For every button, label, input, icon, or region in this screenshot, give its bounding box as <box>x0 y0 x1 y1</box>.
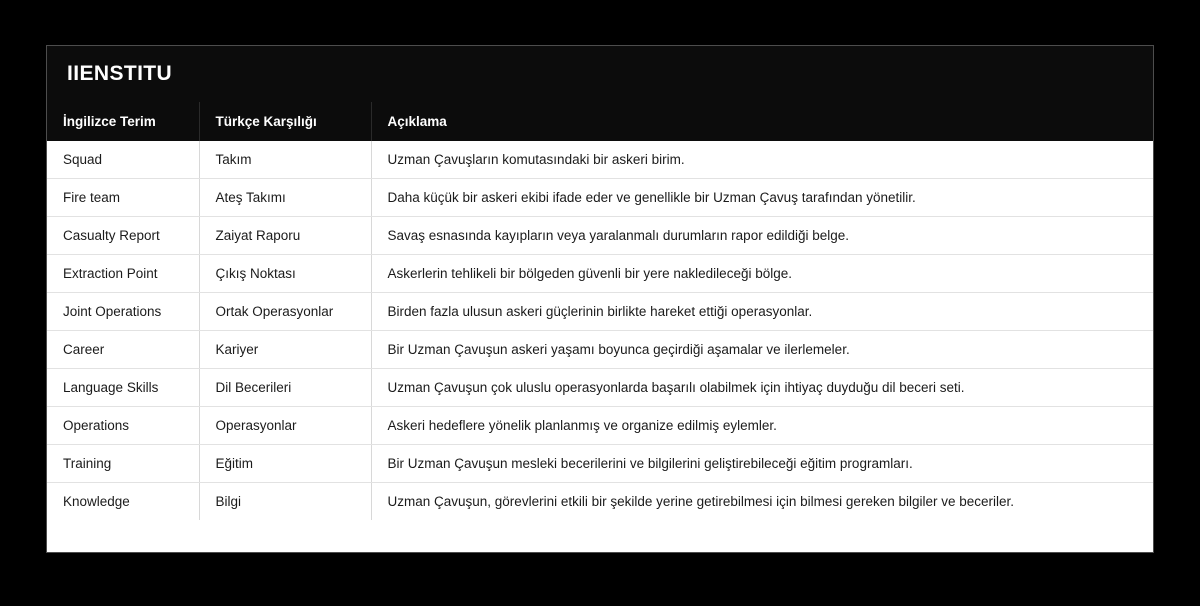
cell-turkish: Çıkış Noktası <box>199 255 371 293</box>
table-body <box>47 141 1153 520</box>
table-row <box>47 217 1153 255</box>
table-row <box>47 445 1153 483</box>
column-header-english: İngilizce Terim <box>47 102 199 141</box>
cell-turkish: Ateş Takımı <box>199 179 371 217</box>
cell-description: Uzman Çavuşun, görevlerini etkili bir şekilde yerine getirebilmesi için bilmesi gereken bilgiler ve beceriler. <box>371 483 1153 521</box>
cell-description: Askeri hedeflere yönelik planlanmış ve organize edilmiş eylemler. <box>371 407 1153 445</box>
table-head <box>47 102 1153 141</box>
cell-english: Casualty Report <box>47 217 199 255</box>
cell-turkish: Zaiyat Raporu <box>199 217 371 255</box>
cell-description: Savaş esnasında kayıpların veya yaralanmalı durumların rapor edildiği belge. <box>371 217 1153 255</box>
cell-english: Language Skills <box>47 369 199 407</box>
cell-english: Operations <box>47 407 199 445</box>
cell-description: Uzman Çavuşun çok uluslu operasyonlarda başarılı olabilmek için ihtiyaç duyduğu dil beceri seti. <box>371 369 1153 407</box>
cell-turkish: Bilgi <box>199 483 371 521</box>
cell-turkish: Takım <box>199 141 371 179</box>
cell-description: Askerlerin tehlikeli bir bölgeden güvenli bir yere nakledileceği bölge. <box>371 255 1153 293</box>
table-row <box>47 331 1153 369</box>
cell-english: Training <box>47 445 199 483</box>
cell-description: Bir Uzman Çavuşun askeri yaşamı boyunca geçirdiği aşamalar ve ilerlemeler. <box>371 331 1153 369</box>
column-header-turkish: Türkçe Karşılığı <box>199 102 371 141</box>
cell-description: Birden fazla ulusun askeri güçlerinin birlikte hareket ettiği operasyonlar. <box>371 293 1153 331</box>
brand-bar <box>47 46 1153 102</box>
cell-turkish: Ortak Operasyonlar <box>199 293 371 331</box>
table-row <box>47 141 1153 179</box>
cell-english: Squad <box>47 141 199 179</box>
cell-english: Fire team <box>47 179 199 217</box>
cell-turkish: Operasyonlar <box>199 407 371 445</box>
glossary-card <box>46 45 1154 553</box>
cell-description: Uzman Çavuşların komutasındaki bir askeri birim. <box>371 141 1153 179</box>
cell-english: Knowledge <box>47 483 199 521</box>
cell-turkish: Dil Becerileri <box>199 369 371 407</box>
cell-description: Bir Uzman Çavuşun mesleki becerilerini ve bilgilerini geliştirebileceği eğitim programları. <box>371 445 1153 483</box>
cell-turkish: Kariyer <box>199 331 371 369</box>
cell-english: Career <box>47 331 199 369</box>
column-header-description: Açıklama <box>371 102 1153 141</box>
glossary-table <box>47 102 1153 520</box>
cell-english: Joint Operations <box>47 293 199 331</box>
cell-description: Daha küçük bir askeri ekibi ifade eder ve genellikle bir Uzman Çavuş tarafından yönetilir. <box>371 179 1153 217</box>
cell-english: Extraction Point <box>47 255 199 293</box>
table-row <box>47 483 1153 521</box>
table-row <box>47 255 1153 293</box>
brand-title: IIENSTITU <box>67 62 173 85</box>
table-row <box>47 179 1153 217</box>
table-row <box>47 293 1153 331</box>
cell-turkish: Eğitim <box>199 445 371 483</box>
table-row <box>47 369 1153 407</box>
table-header-row <box>47 102 1153 141</box>
table-row <box>47 407 1153 445</box>
